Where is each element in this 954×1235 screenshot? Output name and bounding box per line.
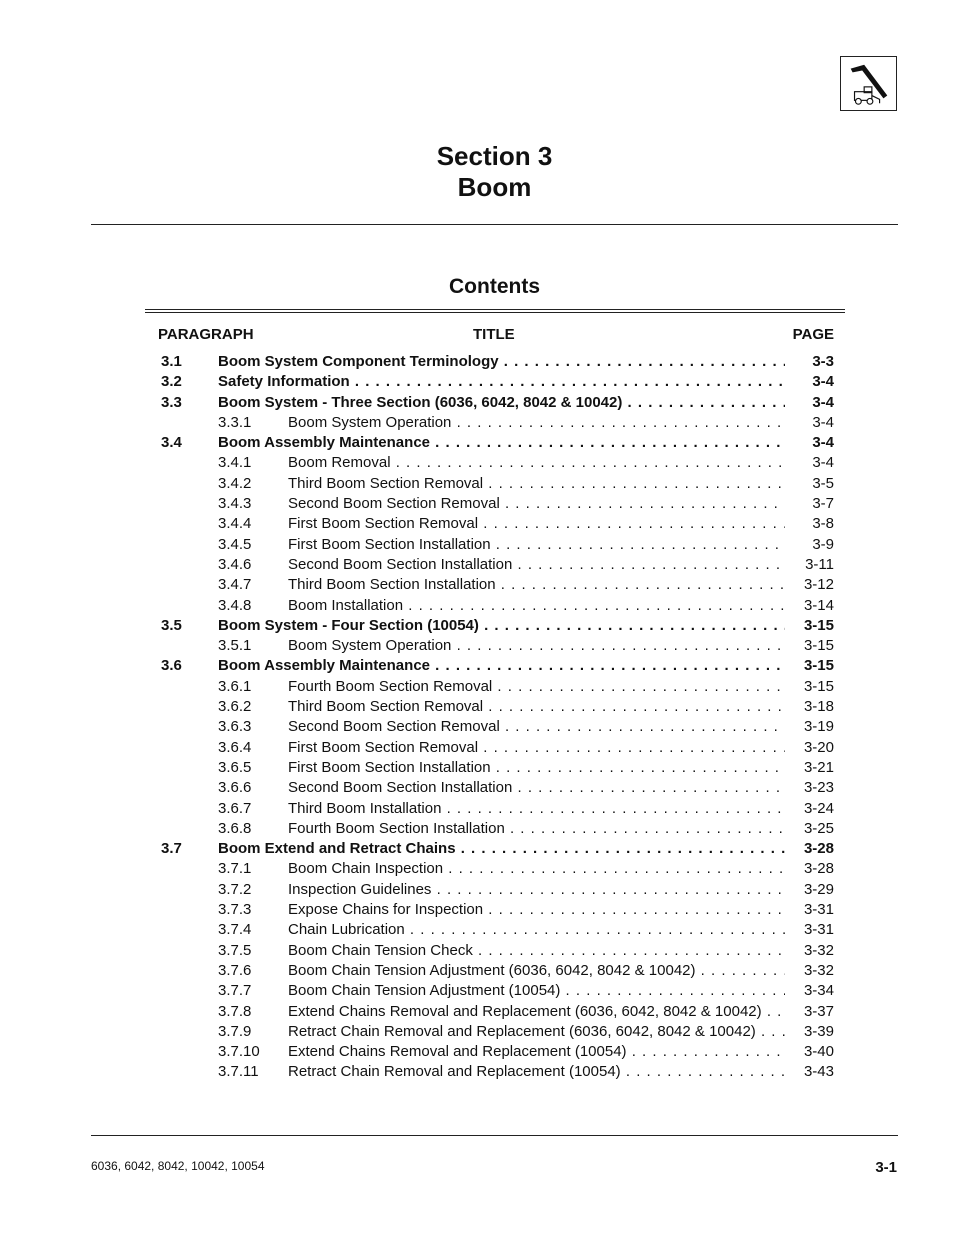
toc-entry[interactable] xyxy=(0,697,954,717)
toc-entry-number: 3.1 xyxy=(161,353,182,370)
section-name: Boom xyxy=(457,172,532,202)
toc-entry[interactable] xyxy=(0,575,954,595)
toc-entry-number: 3.4.7 xyxy=(218,576,252,594)
toc-entry-title: Extend Chains Removal and Replacement (6036, 6042, 8042 & 10042) . . . xyxy=(288,1002,785,1022)
toc-entry-title: Third Boom Installation . . . xyxy=(288,799,785,819)
toc-entry-page: 3-32 xyxy=(803,961,834,979)
toc-entry-number: 3.6.2 xyxy=(218,698,252,716)
toc-entry-title: Boom System Operation . . . xyxy=(288,636,785,656)
boom-logo xyxy=(840,56,897,111)
footer-divider xyxy=(91,1135,898,1136)
toc-entry-page: 3-18 xyxy=(803,698,834,716)
header-divider xyxy=(91,224,898,225)
toc-entry-title: Second Boom Section Removal . . . xyxy=(288,494,785,514)
toc-entry-page: 3-24 xyxy=(803,799,834,817)
toc-entry-page: 3-14 xyxy=(803,596,834,614)
toc-entry[interactable] xyxy=(0,941,954,961)
toc-entry-title: First Boom Section Removal . . . xyxy=(288,738,785,758)
toc-entry-page: 3-32 xyxy=(803,941,834,959)
toc-entry-number: 3.5.1 xyxy=(218,637,252,655)
toc-entry-number: 3.4.4 xyxy=(218,515,252,533)
toc-entry-number: 3.4.1 xyxy=(218,454,252,472)
column-page: PAGE xyxy=(792,326,834,343)
boom-telehandler-icon xyxy=(841,57,896,110)
toc-entry-title: Boom Chain Tension Check . . . xyxy=(288,941,785,961)
toc-entry-number: 3.4.6 xyxy=(218,555,252,573)
toc-entry-title: Boom System - Three Section (6036, 6042, 8042 & 10042) . . . xyxy=(218,393,785,413)
toc-entry-title: Boom Chain Tension Adjustment (10054) . . . xyxy=(288,981,785,1001)
toc-entry[interactable] xyxy=(0,1062,954,1082)
toc-entry-number: 3.3.1 xyxy=(218,413,252,431)
toc-entry-title: Third Boom Section Installation . . . xyxy=(288,575,785,595)
toc-entry-title: Second Boom Section Installation . . . xyxy=(288,778,785,798)
column-title: TITLE xyxy=(473,326,515,343)
column-paragraph: PARAGRAPH xyxy=(158,326,254,343)
toc-entry[interactable] xyxy=(0,636,954,656)
toc-entry[interactable] xyxy=(0,1022,954,1042)
toc-entry-page: 3-20 xyxy=(803,738,834,756)
toc-entry-page: 3-34 xyxy=(803,982,834,1000)
toc-entry-number: 3.7.1 xyxy=(218,860,252,878)
toc-entry-number: 3.4.5 xyxy=(218,535,252,553)
toc-entry[interactable] xyxy=(0,535,954,555)
toc-entry-page: 3-40 xyxy=(803,1043,834,1061)
toc-entry-number: 3.6.1 xyxy=(218,677,252,695)
toc-entry[interactable] xyxy=(0,1042,954,1062)
toc-entry-page: 3-4 xyxy=(812,454,834,472)
toc-entry[interactable] xyxy=(0,677,954,697)
toc-entry-title: Boom Assembly Maintenance . . . xyxy=(218,656,785,676)
toc-entry-title: Boom Assembly Maintenance . . . xyxy=(218,433,785,453)
toc-entry-page: 3-4 xyxy=(812,434,834,452)
toc-entry-number: 3.4.2 xyxy=(218,474,252,492)
toc-entry[interactable] xyxy=(0,799,954,819)
toc-entry-number: 3.7.2 xyxy=(218,880,252,898)
toc-entry[interactable] xyxy=(0,474,954,494)
toc-entry[interactable] xyxy=(0,900,954,920)
toc-entry-number: 3.3 xyxy=(161,393,182,411)
toc-entry-page: 3-37 xyxy=(803,1002,834,1020)
toc-entry[interactable] xyxy=(0,494,954,514)
toc-entry[interactable] xyxy=(0,758,954,778)
toc-entry-title: Extend Chains Removal and Replacement (10054) . . . xyxy=(288,1042,785,1062)
toc-entry[interactable] xyxy=(0,981,954,1001)
toc-entry[interactable] xyxy=(0,920,954,940)
toc-entry-page: 3-5 xyxy=(812,474,834,492)
toc-entry[interactable] xyxy=(0,717,954,737)
toc-entry-number: 3.7.3 xyxy=(218,901,252,919)
toc-entry-number: 3.4.8 xyxy=(218,596,252,614)
table-of-contents xyxy=(0,352,954,1083)
toc-entry-number: 3.7.10 xyxy=(218,1043,260,1061)
toc-entry[interactable] xyxy=(0,596,954,616)
toc-entry-page: 3-15 xyxy=(803,677,834,695)
toc-entry-page: 3-28 xyxy=(803,860,834,878)
toc-entry-number: 3.6.6 xyxy=(218,779,252,797)
toc-entry-number: 3.7.6 xyxy=(218,961,252,979)
toc-entry-title: Boom System - Four Section (10054) . . . xyxy=(218,616,785,636)
toc-entry-page: 3-15 xyxy=(803,657,834,675)
toc-entry-title: Fourth Boom Section Installation . . . xyxy=(288,819,785,839)
toc-entry[interactable] xyxy=(0,880,954,900)
toc-entry-page: 3-31 xyxy=(803,901,834,919)
contents-heading: Contents xyxy=(449,275,540,298)
toc-entry-title: Boom Installation . . . xyxy=(288,596,785,616)
toc-entry-page: 3-25 xyxy=(803,819,834,837)
toc-entry-page: 3-15 xyxy=(803,616,834,634)
toc-entry[interactable] xyxy=(0,514,954,534)
toc-entry-title: Retract Chain Removal and Replacement (10054) . . . xyxy=(288,1062,785,1082)
toc-entry-number: 3.4 xyxy=(161,434,182,452)
toc-entry[interactable] xyxy=(0,433,954,453)
toc-entry-page: 3-9 xyxy=(812,535,834,553)
toc-entry-page: 3-8 xyxy=(812,515,834,533)
toc-entry-number: 3.7 xyxy=(161,840,182,858)
toc-entry-number: 3.6 xyxy=(161,657,182,675)
toc-entry-page: 3-19 xyxy=(803,718,834,736)
toc-entry-title: Second Boom Section Installation . . . xyxy=(288,555,785,575)
toc-entry-page: 3-11 xyxy=(805,555,834,573)
toc-entry-page: 3-39 xyxy=(803,1022,834,1040)
toc-entry-title: Boom Chain Inspection . . . xyxy=(288,859,785,879)
toc-entry-number: 3.6.5 xyxy=(218,758,252,776)
contents-divider xyxy=(145,309,845,313)
toc-entry-page: 3-43 xyxy=(803,1063,834,1081)
toc-entry-title: First Boom Section Removal . . . xyxy=(288,514,785,534)
page-number: 3-1 xyxy=(875,1159,897,1176)
toc-entry-title: Boom System Operation . . . xyxy=(288,413,785,433)
toc-entry-number: 3.6.4 xyxy=(218,738,252,756)
toc-entry-number: 3.4.3 xyxy=(218,495,252,513)
toc-entry-title: Third Boom Section Removal . . . xyxy=(288,697,785,717)
toc-entry-page: 3-28 xyxy=(803,840,834,858)
toc-entry-page: 3-21 xyxy=(803,758,834,776)
toc-entry-number: 3.7.8 xyxy=(218,1002,252,1020)
toc-entry[interactable] xyxy=(0,1002,954,1022)
toc-entry-number: 3.7.7 xyxy=(218,982,252,1000)
toc-entry[interactable] xyxy=(0,738,954,758)
toc-entry-page: 3-4 xyxy=(812,393,834,411)
toc-entry-title: Retract Chain Removal and Replacement (6036, 6042, 8042 & 10042) . . . xyxy=(288,1022,785,1042)
toc-entry[interactable] xyxy=(0,961,954,981)
toc-entry[interactable] xyxy=(0,778,954,798)
toc-entry-page: 3-4 xyxy=(812,373,834,391)
toc-entry[interactable] xyxy=(0,839,954,859)
toc-entry-title: Third Boom Section Removal . . . xyxy=(288,474,785,494)
toc-entry-number: 3.6.7 xyxy=(218,799,252,817)
toc-entry-title: Boom Extend and Retract Chains . . . xyxy=(218,839,785,859)
toc-entry-title: Safety Information . . . xyxy=(218,372,785,392)
toc-entry-title: Chain Lubrication . . . xyxy=(288,920,785,940)
toc-entry-title: Boom System Component Terminology . . . xyxy=(218,352,785,372)
toc-entry-number: 3.5 xyxy=(161,616,182,634)
toc-entry-title: First Boom Section Installation . . . xyxy=(288,535,785,555)
toc-entry-number: 3.6.3 xyxy=(218,718,252,736)
toc-entry[interactable] xyxy=(0,555,954,575)
toc-entry[interactable] xyxy=(0,372,954,392)
toc-entry-page: 3-12 xyxy=(803,576,834,594)
footer-models: 6036, 6042, 8042, 10042, 10054 xyxy=(91,1159,265,1173)
toc-entry[interactable] xyxy=(0,819,954,839)
toc-entry-page: 3-23 xyxy=(803,779,834,797)
toc-entry-number: 3.7.9 xyxy=(218,1022,252,1040)
toc-entry-title: Inspection Guidelines . . . xyxy=(288,880,785,900)
toc-entry-page: 3-31 xyxy=(803,921,834,939)
toc-entry-number: 3.7.11 xyxy=(218,1063,259,1081)
toc-entry-title: Expose Chains for Inspection . . . xyxy=(288,900,785,920)
toc-entry-page: 3-7 xyxy=(812,495,834,513)
toc-entry[interactable] xyxy=(0,616,954,636)
toc-entry[interactable] xyxy=(0,453,954,473)
toc-entry-title: Boom Removal . . . xyxy=(288,453,785,473)
toc-entry[interactable] xyxy=(0,859,954,879)
section-title xyxy=(0,141,954,203)
toc-entry[interactable] xyxy=(0,393,954,413)
toc-entry-page: 3-4 xyxy=(812,413,834,431)
toc-entry-title: Second Boom Section Removal . . . xyxy=(288,717,785,737)
toc-entry-page: 3-15 xyxy=(803,637,834,655)
toc-entry-number: 3.7.4 xyxy=(218,921,252,939)
toc-entry[interactable] xyxy=(0,413,954,433)
section-number: Section 3 xyxy=(436,141,553,171)
toc-entry-number: 3.2 xyxy=(161,373,182,391)
toc-entry-title: First Boom Section Installation . . . xyxy=(288,758,785,778)
toc-entry[interactable] xyxy=(0,352,954,372)
toc-entry-title: Boom Chain Tension Adjustment (6036, 6042, 8042 & 10042) . . . xyxy=(288,961,785,981)
toc-entry-number: 3.6.8 xyxy=(218,819,252,837)
toc-entry-page: 3-3 xyxy=(812,353,834,370)
toc-entry-title: Fourth Boom Section Removal . . . xyxy=(288,677,785,697)
toc-entry[interactable] xyxy=(0,656,954,676)
toc-entry-page: 3-29 xyxy=(803,880,834,898)
toc-entry-number: 3.7.5 xyxy=(218,941,252,959)
